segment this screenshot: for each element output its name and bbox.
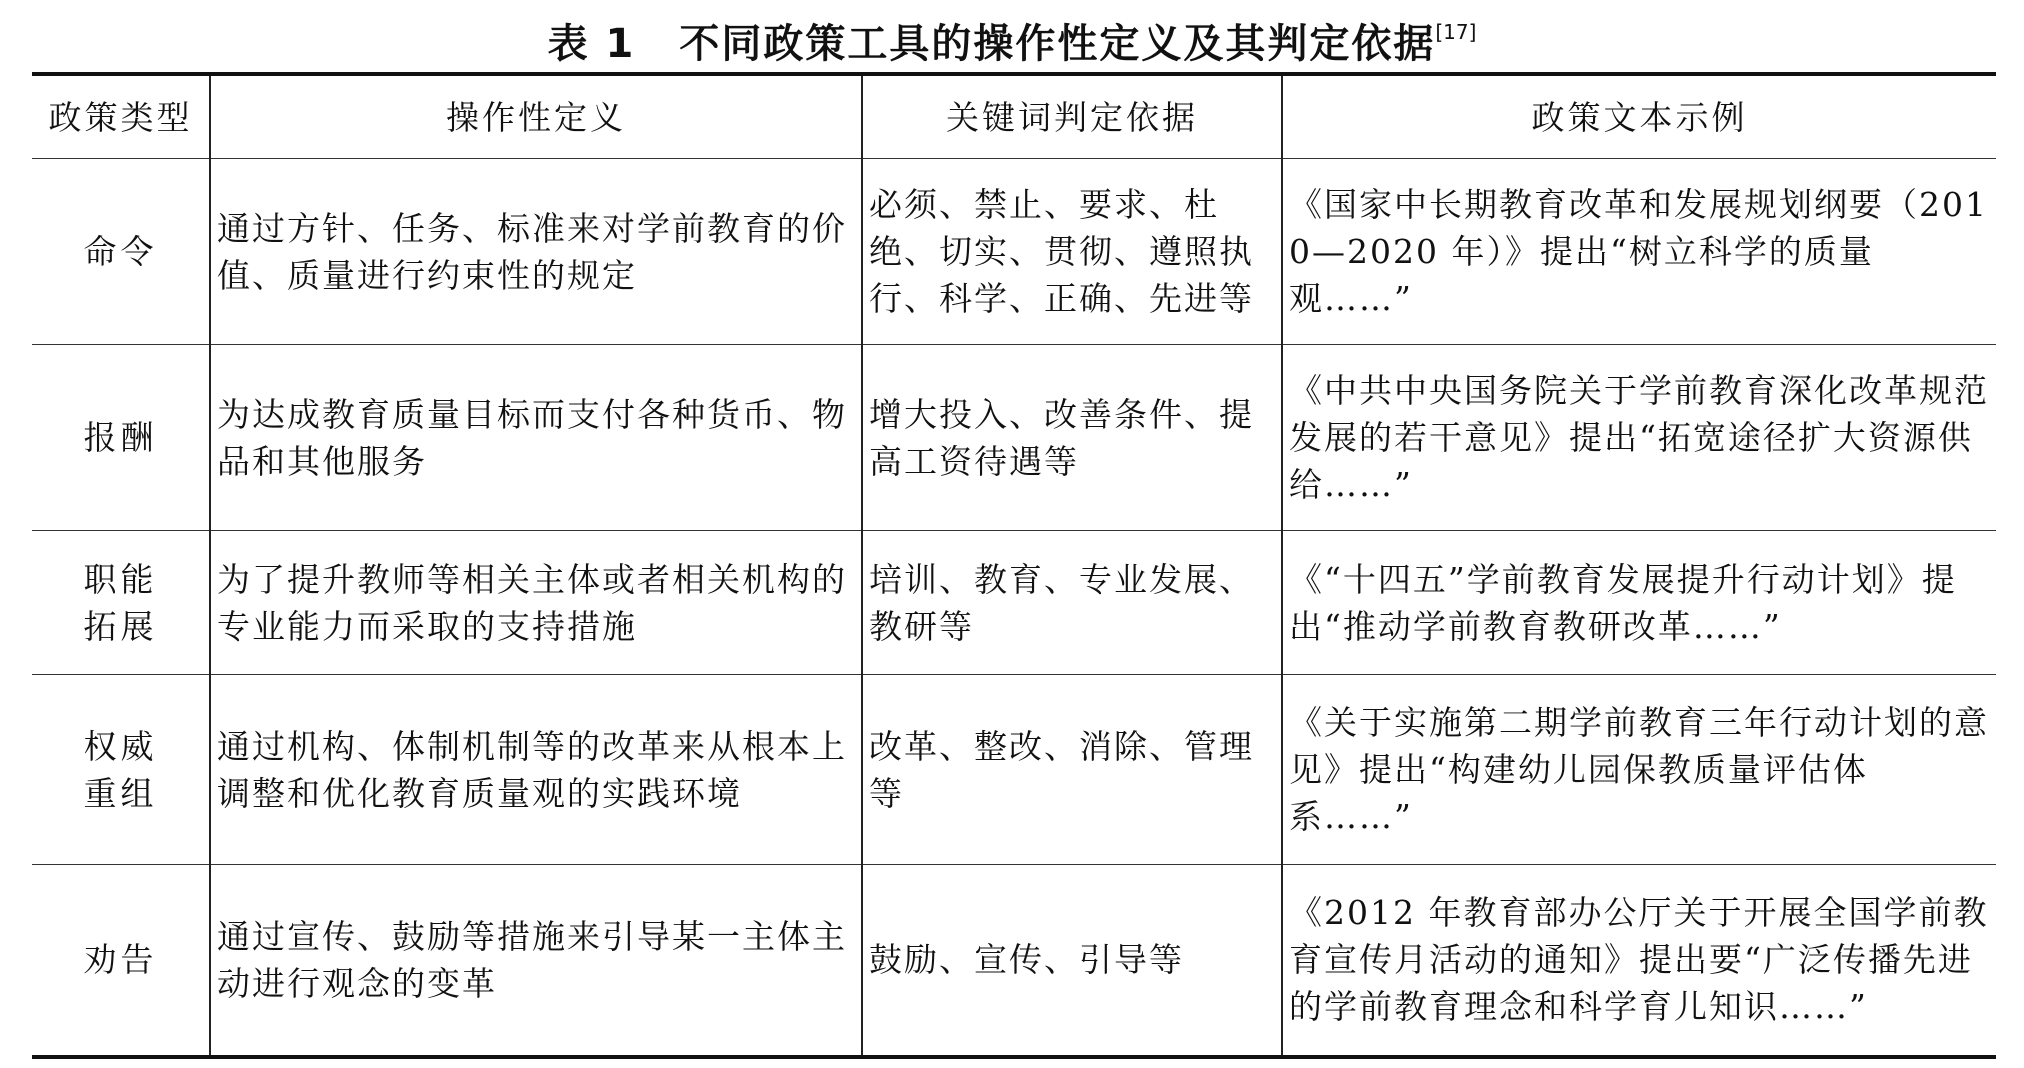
cell-policy-type: 权威 重组 — [32, 675, 210, 865]
cell-example: 《国家中长期教育改革和发展规划纲要（2010—2020 年）》提出“树立科学的质量观……” — [1282, 159, 1996, 345]
cell-policy-type: 命令 — [32, 159, 210, 345]
table-title: 不同政策工具的操作性定义及其判定依据 — [679, 21, 1436, 67]
table-row — [32, 531, 1996, 675]
cell-definition: 通过机构、体制机制等的改革来从根本上调整和优化教育质量观的实践环境 — [210, 675, 862, 865]
table-number: 表 1 — [547, 21, 636, 67]
cell-definition: 通过方针、任务、标准来对学前教育的价值、质量进行约束性的规定 — [210, 159, 862, 345]
cell-keywords: 鼓励、宣传、引导等 — [862, 865, 1282, 1057]
table-header-row — [32, 74, 1996, 159]
cell-definition: 为达成教育质量目标而支付各种货币、物品和其他服务 — [210, 345, 862, 531]
table-row — [32, 159, 1996, 345]
cell-keywords: 培训、教育、专业发展、教研等 — [862, 531, 1282, 675]
cell-example: 《“十四五”学前教育发展提升行动计划》提出“推动学前教育教研改革……” — [1282, 531, 1996, 675]
cell-definition: 为了提升教师等相关主体或者相关机构的专业能力而采取的支持措施 — [210, 531, 862, 675]
header-operational-definition: 操作性定义 — [210, 74, 862, 159]
cell-keywords: 改革、整改、消除、管理等 — [862, 675, 1282, 865]
cell-keywords: 必须、禁止、要求、杜绝、切实、贯彻、遵照执行、科学、正确、先进等 — [862, 159, 1282, 345]
header-policy-type: 政策类型 — [32, 74, 210, 159]
cell-keywords: 增大投入、改善条件、提高工资待遇等 — [862, 345, 1282, 531]
reference-mark: [17] — [1435, 20, 1477, 44]
cell-example: 《2012 年教育部办公厅关于开展全国学前教育宣传月活动的通知》提出要“广泛传播先进的学前教育理念和科学育儿知识……” — [1282, 865, 1996, 1057]
cell-policy-type: 职能 拓展 — [32, 531, 210, 675]
table-row — [32, 865, 1996, 1057]
table-row — [32, 675, 1996, 865]
header-policy-text-example: 政策文本示例 — [1282, 74, 1996, 159]
table-caption — [0, 6, 2024, 70]
cell-definition: 通过宣传、鼓励等措施来引导某一主体主动进行观念的变革 — [210, 865, 862, 1057]
header-keyword-criteria: 关键词判定依据 — [862, 74, 1282, 159]
policy-tools-table — [32, 72, 1996, 1059]
cell-example: 《关于实施第二期学前教育三年行动计划的意见》提出“构建幼儿园保教质量评估体系……” — [1282, 675, 1996, 865]
cell-example: 《中共中央国务院关于学前教育深化改革规范发展的若干意见》提出“拓宽途径扩大资源供给……” — [1282, 345, 1996, 531]
table-row — [32, 345, 1996, 531]
cell-policy-type: 劝告 — [32, 865, 210, 1057]
cell-policy-type: 报酬 — [32, 345, 210, 531]
